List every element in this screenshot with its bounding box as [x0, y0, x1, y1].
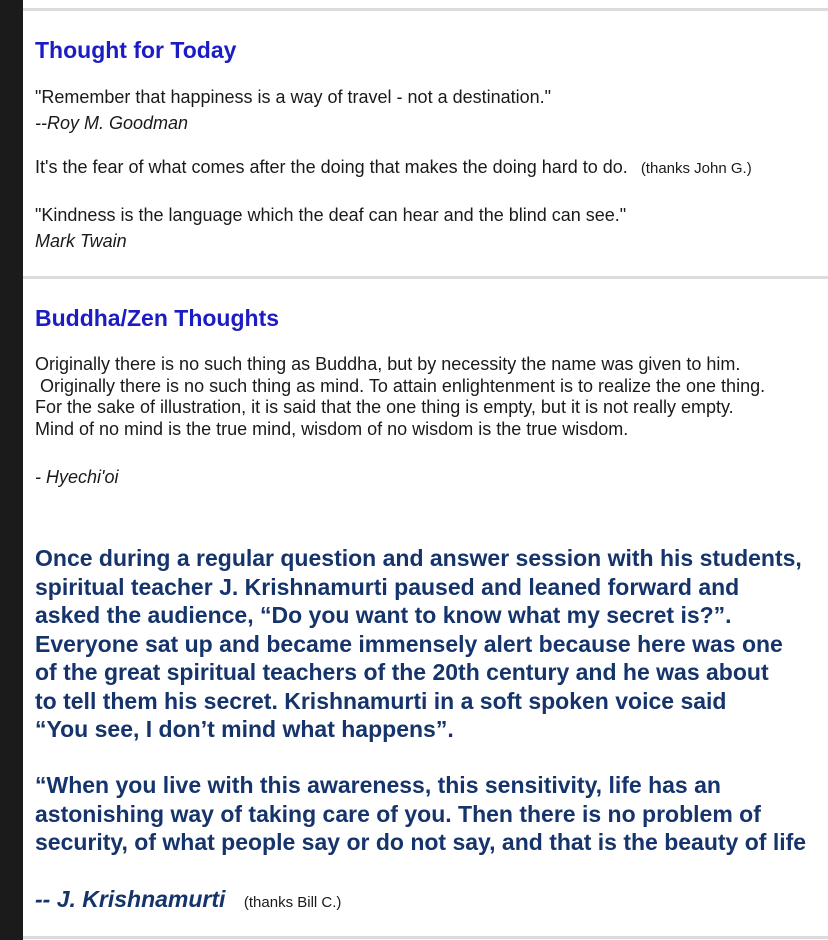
krishnamurti-story [35, 544, 802, 744]
left-border-bar [0, 0, 23, 940]
zen-author: - Hyechi'oi [35, 467, 119, 487]
story-line: spiritual teacher J. Krishnamurti paused and leaned forward and [35, 573, 740, 600]
quote-kindness: "Kindness is the language which the deaf can hear and the blind can see." [35, 205, 627, 225]
quote-goodman: "Remember that happiness is a way of travel - not a destination." [35, 87, 552, 107]
zen-paragraph [35, 354, 765, 440]
quote-line: security, of what people say or do not say, and that is the beauty of life [35, 829, 807, 855]
story-line: asked the audience, “Do you want to know what my secret is?”. [35, 602, 732, 628]
quote-fear-text: It's the fear of what comes after the doing that makes the doing hard to do. [35, 157, 628, 177]
story-line: “You see, I don’t mind what happens”. [35, 716, 454, 742]
zen-line: Mind of no mind is the true mind, wisdom of no wisdom is the true wisdom. [35, 418, 629, 439]
quote-line: “When you live with this awareness, this sensitivity, life has an [35, 772, 721, 798]
quote-line: astonishing way of taking care of you. Then there is no problem of [35, 800, 761, 827]
zen-line: For the sake of illustration, it is said that the one thing is empty, but it is not really empty. [35, 397, 734, 417]
section-heading-zen: Buddha/Zen Thoughts [35, 305, 280, 331]
section-heading-thought: Thought for Today [35, 37, 237, 63]
thanks-bill: (thanks Bill C.) [243, 894, 342, 911]
story-line: Once during a regular question and answer session with his students, [35, 545, 802, 571]
zen-line: Originally there is no such thing as mind. To attain enlightenment is to realize the one thing. [35, 375, 766, 396]
author-twain: Mark Twain [35, 231, 127, 251]
zen-line: Originally there is no such thing as Buddha, but by necessity the name was given to him. [35, 354, 741, 374]
bottom-divider [23, 936, 828, 939]
signature-line [35, 886, 341, 913]
section-divider [23, 276, 828, 279]
quote-fear [35, 156, 752, 180]
author-goodman: --Roy M. Goodman [35, 113, 189, 133]
story-line: of the great spiritual teachers of the 20th century and he was about [35, 659, 769, 685]
story-line: to tell them his secret. Krishnamurti in a soft spoken voice said [35, 687, 727, 714]
story-line: Everyone sat up and became immensely alert because here was one [35, 630, 783, 657]
thanks-john: (thanks John G.) [640, 160, 752, 177]
krishnamurti-quote [35, 771, 806, 857]
top-divider [23, 8, 828, 11]
signature-name: -- J. Krishnamurti [35, 886, 226, 912]
